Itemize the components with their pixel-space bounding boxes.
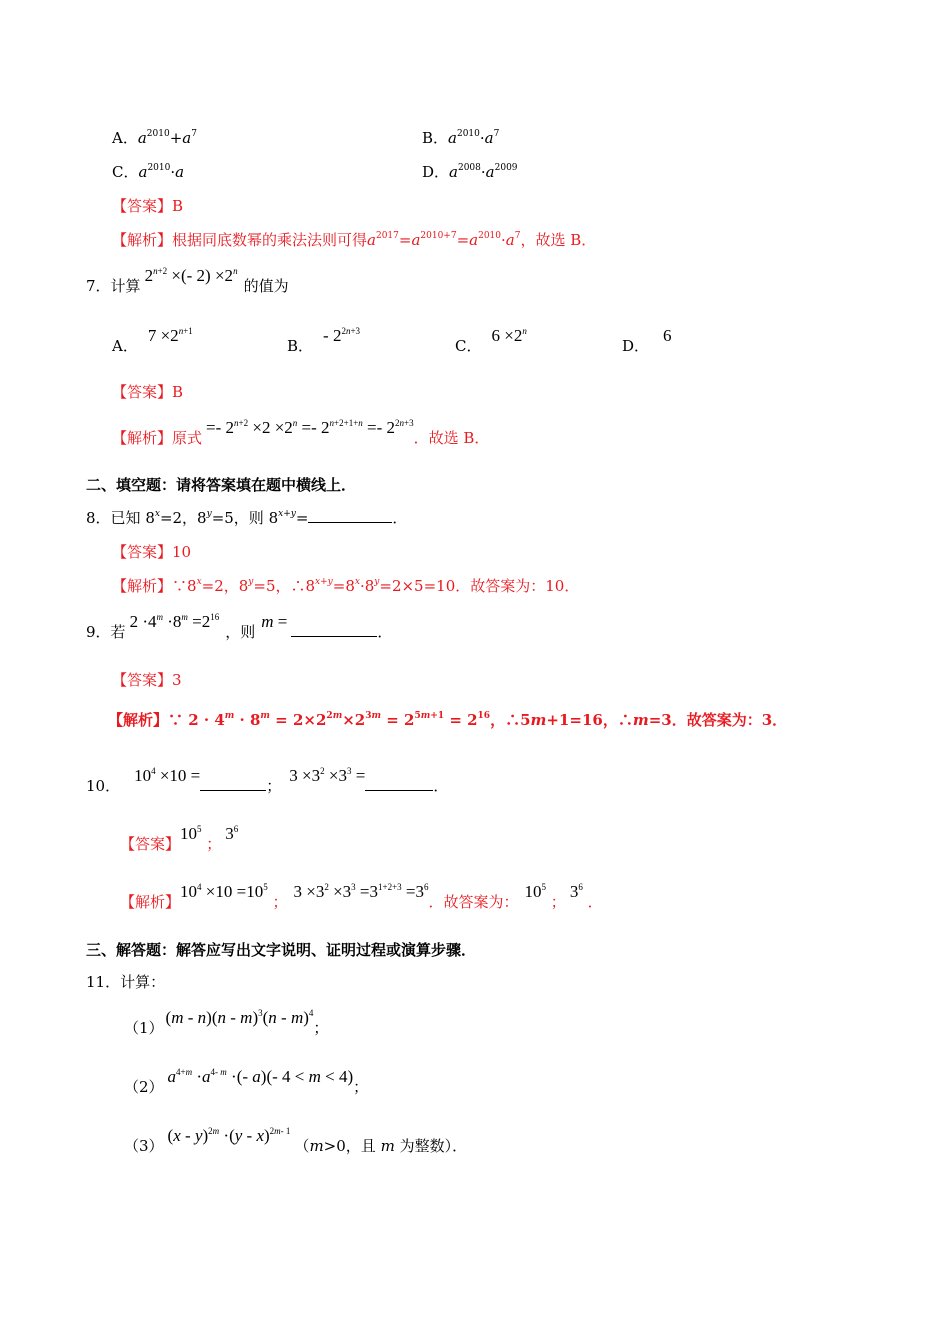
answer-blank[interactable] (308, 508, 392, 523)
q6-answer: 【答案】B (112, 197, 184, 215)
option-label: C． (112, 163, 139, 181)
answer-label: 【答案】 (120, 835, 181, 853)
q9-stem: 9．若$2 \cdot 4^m \cdot 8^m =2^{16}$，则m =． (86, 612, 393, 641)
section-2-heading: 二、填空题：请将答案填在题中横线上． (86, 476, 357, 494)
explanation-label: 【解析】 (112, 429, 173, 447)
stem-prefix: 计算 (110, 277, 141, 295)
q6-explanation: 【解析】根据同底数幂的乘法法则可得$a^{2017}=a^{2010+7}=a^{2010}\cdot a^7$，故选 B． (112, 231, 597, 249)
q8-stem: 8．已知 $8^x=2$，$8^y=5$，则 $8^{x+y}=$ ． (86, 509, 408, 527)
part-label: （1） (124, 1019, 164, 1037)
q10-explanation: 【解析】$10^4 \times 10 =10^5$ ；$3 \times 3^2 \times 3^3 =3^{1+2+3} =3^6$．故答案为：$10^5$ ；$3^6$ ． (120, 882, 603, 911)
question-number: 10． (86, 777, 121, 795)
condition-end: 为整数）． (394, 1137, 468, 1155)
answer-blank-2[interactable] (365, 776, 433, 791)
answer-blank[interactable] (291, 622, 377, 637)
q10-stem: 10．$10^4 \times 10$ =；$3 \times 3^2 \times 3^3$ =． (86, 766, 449, 795)
q7-option-a: A．$7 \times 2^{n+1}$ (112, 326, 193, 355)
stem-then: ，则 (225, 623, 256, 641)
question-title: 计算： (120, 973, 166, 991)
stem-suffix: 的值为 (243, 277, 289, 295)
q7-option-d (622, 326, 672, 356)
option-label: B． (422, 129, 449, 147)
q11-part-2: $(2)a^{4+m} \cdot a^{4- m}$ ·(- a)(- 4 < m < 4)； (124, 1067, 369, 1096)
explanation-word: 原式 (172, 429, 203, 447)
question-number: 7． (86, 277, 111, 295)
q6-option-b: B．$a^{2010}\cdot a^7$ (422, 129, 500, 147)
option-label: D． (422, 163, 450, 181)
option-label: D． (622, 337, 650, 355)
part-label: （2） (124, 1078, 164, 1096)
q9-answer: 【答案】3 (112, 671, 182, 689)
q7-option-c: C．$6 \times 2^n$ (455, 326, 527, 355)
option-label: A． (112, 129, 138, 147)
option-label: C． (455, 337, 482, 355)
stem-prefix: 若 (110, 623, 126, 641)
option-label: B． (287, 337, 314, 355)
answer-blank-1[interactable] (200, 776, 266, 791)
part-label: （3） (124, 1137, 164, 1155)
explanation-suffix: ，故选 B． (520, 231, 597, 249)
explanation-text: 【解析】根据同底数幂的乘法法则可得 (112, 231, 368, 249)
question-number: 11． (86, 973, 121, 991)
section-3-heading: 三、解答题：解答应写出文字说明、证明过程或演算步骤． (86, 941, 477, 959)
q7-explanation: 【解析】原式=- $2^{n+2} \times 2 \times 2^n =- 2^{n+2+1+n} =- 2^{2n+3}$．故选 B． (112, 418, 490, 447)
q6-option-a: A．$a^{2010}+a^7$ (112, 129, 197, 147)
condition-mid: ，且 (345, 1137, 381, 1155)
q7-option-b: B．- $2^{2n+3}$ (287, 326, 361, 355)
explanation-mid: ．故答案为： (428, 893, 519, 911)
option-label: A． (112, 337, 138, 355)
q7-stem (86, 266, 289, 296)
q7-answer: 【答案】B (112, 383, 184, 401)
q6-option-d: D．$a^{2008}\cdot a^{2009}$ (422, 163, 518, 181)
q11-part-1: （1）(m - n)(n - m)$^3$(n - m)$^4$； (124, 1008, 329, 1037)
question-number: 8． (86, 509, 111, 527)
explanation-suffix: ．故选 B． (413, 429, 490, 447)
explanation-label: 【解析】 (112, 577, 173, 595)
q9-explanation: 【解析】∵ $2 \cdot 4^m \cdot 8^m = 2\times 2^{2m}\times 2^{3m} = 2^{5m+1} = 2^{16}$，∴5m+1=16，∴m=3．故答案为：3． (108, 711, 788, 729)
q11-stem (86, 972, 165, 992)
q8-explanation: 【解析】$\because 8^x=2$，$8^y=5$，$\therefore 8^{x+y}=8^x\cdot 8^y=2\times 5=10$．故答案为：10． (112, 577, 580, 595)
q6-option-c: C．$a^{2010}\cdot a$ (112, 163, 185, 181)
option-value: 6 (663, 326, 672, 345)
q7-expression: $2^{n+2}$ ×(- $2) \times 2^n$ (144, 266, 238, 285)
condition-open: （ (294, 1137, 310, 1155)
explanation-label: 【解析】 (120, 893, 181, 911)
q10-answer: 【答案】$10^5$ ；$3^6$ (120, 824, 239, 853)
q11-part-3: （3）(x - y)$^{2m}$ ·(y - x)$^{2m- 1}$（m>0，且 m 为整数）． (124, 1126, 468, 1155)
question-number: 9． (86, 623, 111, 641)
explanation-label: 【解析】 (108, 711, 169, 729)
q8-answer: 【答案】10 (112, 543, 192, 561)
